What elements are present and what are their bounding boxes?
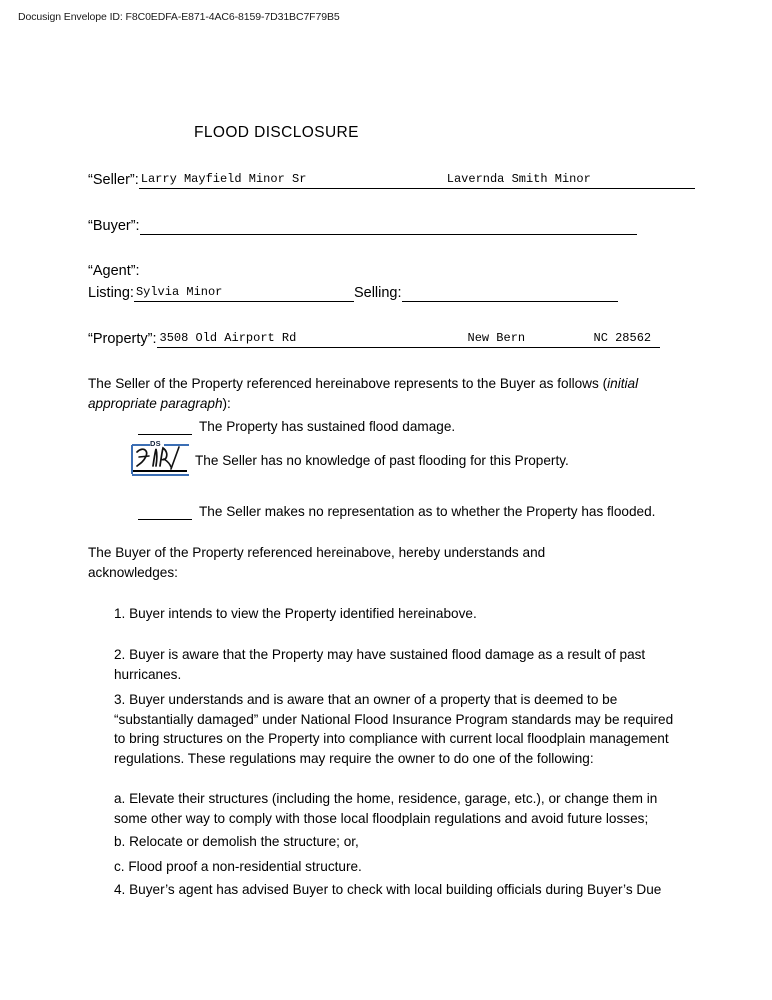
buyer-input[interactable] xyxy=(140,219,637,235)
property-input[interactable] xyxy=(157,332,660,348)
property-state-zip-value: NC 28562 xyxy=(593,331,652,345)
property-label: “Property”: xyxy=(88,331,157,347)
seller-option-2-label: The Seller has no knowledge of past flooding for this Property. xyxy=(195,453,569,468)
buyer-label: “Buyer”: xyxy=(88,218,140,234)
stamp-bracket-bottom xyxy=(132,474,189,476)
buyer-field-row xyxy=(88,218,637,235)
agent-label: “Agent”: xyxy=(88,263,140,279)
buyer-clause-a: a. Elevate their structures (including the home, residence, garage, etc.), or change them in some other way to comply with those local floodplain regulations and avoid future losses; xyxy=(114,791,658,826)
selling-agent-input[interactable] xyxy=(402,286,618,302)
buyer-clause-4: 4. Buyer’s agent has advised Buyer to check with local building officials during Buyer’s Due xyxy=(114,882,662,897)
handwritten-initials-icon xyxy=(135,446,187,470)
buyer-clause-3: 3. Buyer understands and is aware that an owner of a property that is deemed to be “substantially damaged” under National Flood Insurance Program standards may be required to bring structures on the Property into compliance with current local floodplain management regulations. These regulations may require the owner to do one of the following: xyxy=(114,692,674,766)
seller-option-2 xyxy=(131,440,569,477)
agent-field-row xyxy=(88,285,618,302)
listing-agent-input[interactable] xyxy=(134,286,354,302)
seller-name-1-value: Larry Mayfield Minor Sr xyxy=(140,172,307,186)
seller-name-2-value: Lavernda Smith Minor xyxy=(446,172,591,186)
seller-option-3-initial-blank[interactable] xyxy=(138,506,192,520)
seller-label: “Seller”: xyxy=(88,172,139,188)
seller-intro-text-after: ): xyxy=(222,395,231,411)
property-field-row xyxy=(88,331,660,348)
seller-input[interactable] xyxy=(139,173,695,189)
property-city-value: New Bern xyxy=(467,331,526,345)
docusign-envelope-id: Docusign Envelope ID: F8C0EDFA-E871-4AC6-8159-7D31BC7F79B5 xyxy=(18,11,340,23)
buyer-clause-1: 1. Buyer intends to view the Property identified hereinabove. xyxy=(114,606,477,621)
seller-option-3-label: The Seller makes no representation as to whether the Property has flooded. xyxy=(199,504,656,519)
page-title: FLOOD DISCLOSURE xyxy=(194,124,359,141)
buyer-intro-paragraph: The Buyer of the Property referenced hereinabove, hereby understands and acknowledges: xyxy=(88,545,546,580)
seller-option-1 xyxy=(138,418,455,435)
selling-label: Selling: xyxy=(353,285,402,301)
buyer-clause-b: b. Relocate or demolish the structure; or, xyxy=(114,834,359,849)
buyer-clause-c: c. Flood proof a non-residential structure. xyxy=(114,859,362,874)
seller-field-row xyxy=(88,172,695,189)
docusign-initial-stamp[interactable] xyxy=(131,440,189,477)
property-address-value: 3508 Old Airport Rd xyxy=(159,331,297,345)
listing-label: Listing: xyxy=(88,285,134,301)
buyer-clause-2: 2. Buyer is aware that the Property may have sustained flood damage as a result of past hurricanes. xyxy=(114,647,646,682)
stamp-signature-rule xyxy=(133,470,187,472)
seller-option-1-label: The Property has sustained flood damage. xyxy=(199,419,456,434)
seller-option-3 xyxy=(138,503,655,520)
seller-intro-text-before: The Seller of the Property referenced hereinabove represents to the Buyer as follows ( xyxy=(88,376,608,391)
seller-intro-text-italic: initial appropriate paragraph xyxy=(88,376,639,411)
docusign-ds-tag: DS xyxy=(150,439,161,448)
listing-agent-value: Sylvia Minor xyxy=(135,285,223,299)
seller-intro-paragraph xyxy=(88,374,668,413)
seller-option-1-initial-blank[interactable] xyxy=(138,421,192,435)
